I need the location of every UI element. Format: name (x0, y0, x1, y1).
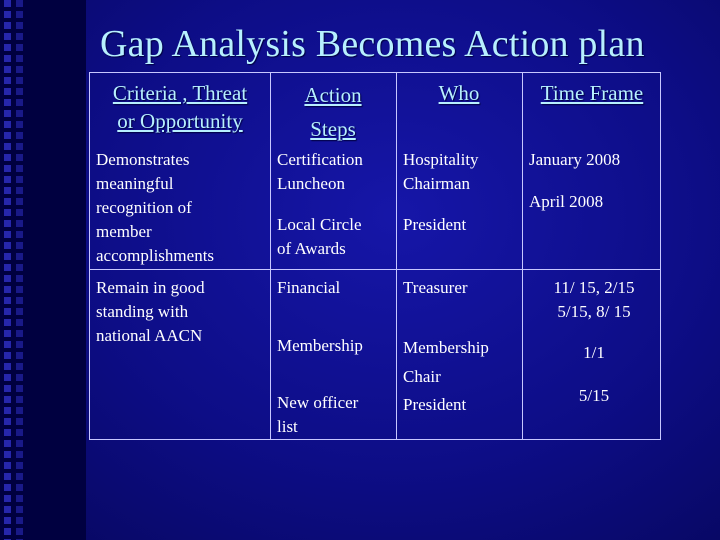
row2-action-membership (277, 334, 393, 358)
row2-who-line: Treasurer (403, 278, 468, 297)
row2-criteria-line: Remain in good (96, 278, 205, 297)
row2-action-line: Membership (277, 336, 363, 355)
header-time-frame: Time Frame (540, 81, 644, 105)
row2-time-line: 5/15, 8/ 15 (557, 302, 631, 321)
column-divider (270, 73, 271, 439)
slide-left-bar (0, 0, 86, 540)
row1-time-april: April 2008 (529, 192, 604, 211)
row1-who-line: President (403, 215, 467, 234)
row2-criteria-line: standing with (96, 302, 189, 321)
row2-action-line: Financial (277, 278, 341, 297)
row2-time-quarterly (526, 276, 662, 324)
slide-title: Gap Analysis Becomes Action plan (100, 23, 645, 65)
row2-time-may15 (526, 384, 662, 408)
row2-who-treasurer (403, 276, 519, 300)
row1-criteria-line: member (96, 222, 152, 241)
row1-criteria-line: Demonstrates (96, 150, 190, 169)
header-action-line2: Steps (310, 116, 356, 141)
row2-action-officer-list (277, 391, 393, 439)
row2-time-jan1 (526, 341, 662, 365)
row2-who-membership (403, 334, 519, 420)
row1-action-line: of Awards (277, 239, 346, 258)
row1-criteria-line: accomplishments (96, 246, 215, 265)
row1-action-line: Local Circle (277, 215, 362, 234)
row1-time-january: January 2008 (529, 150, 621, 169)
row2-action-line: list (277, 417, 298, 436)
row1-who-president (403, 213, 519, 237)
row2-criteria (96, 276, 266, 348)
header-criteria-line2: or Opportunity (117, 109, 243, 134)
header-criteria-line1: Criteria , Threat (112, 81, 248, 105)
header-action-line1: Action (304, 83, 362, 107)
row1-action-line: Luncheon (277, 174, 345, 193)
row2-time-line: 5/15 (578, 386, 610, 405)
row2-who-line: Membership (403, 338, 489, 357)
row1-who-line: Chairman (403, 174, 471, 193)
row1-action-awards (277, 213, 393, 261)
decorative-dot-column (4, 0, 11, 540)
row-divider (90, 269, 660, 270)
row2-who-line: President (403, 395, 467, 414)
row2-time-line: 1/1 (583, 343, 605, 362)
action-plan-table (89, 72, 661, 440)
row1-criteria-line: recognition of (96, 198, 192, 217)
row1-action-line: Certification (277, 150, 363, 169)
row1-who-line: Hospitality (403, 150, 479, 169)
row1-criteria (96, 148, 266, 268)
column-divider (522, 73, 523, 439)
row2-action-financial (277, 276, 393, 300)
row2-action-line: New officer (277, 393, 359, 412)
row1-who-hospitality (403, 148, 519, 196)
header-action-steps (272, 79, 394, 146)
row1-criteria-line: meaningful (96, 174, 174, 193)
column-divider (396, 73, 397, 439)
header-criteria (94, 79, 266, 136)
row1-action-certification (277, 148, 393, 196)
row2-criteria-line: national AACN (96, 326, 203, 345)
row2-who-line: Chair (403, 366, 441, 386)
header-who: Who (438, 81, 480, 105)
decorative-dot-column (16, 0, 23, 540)
row2-time-line: 11/ 15, 2/15 (553, 278, 635, 297)
